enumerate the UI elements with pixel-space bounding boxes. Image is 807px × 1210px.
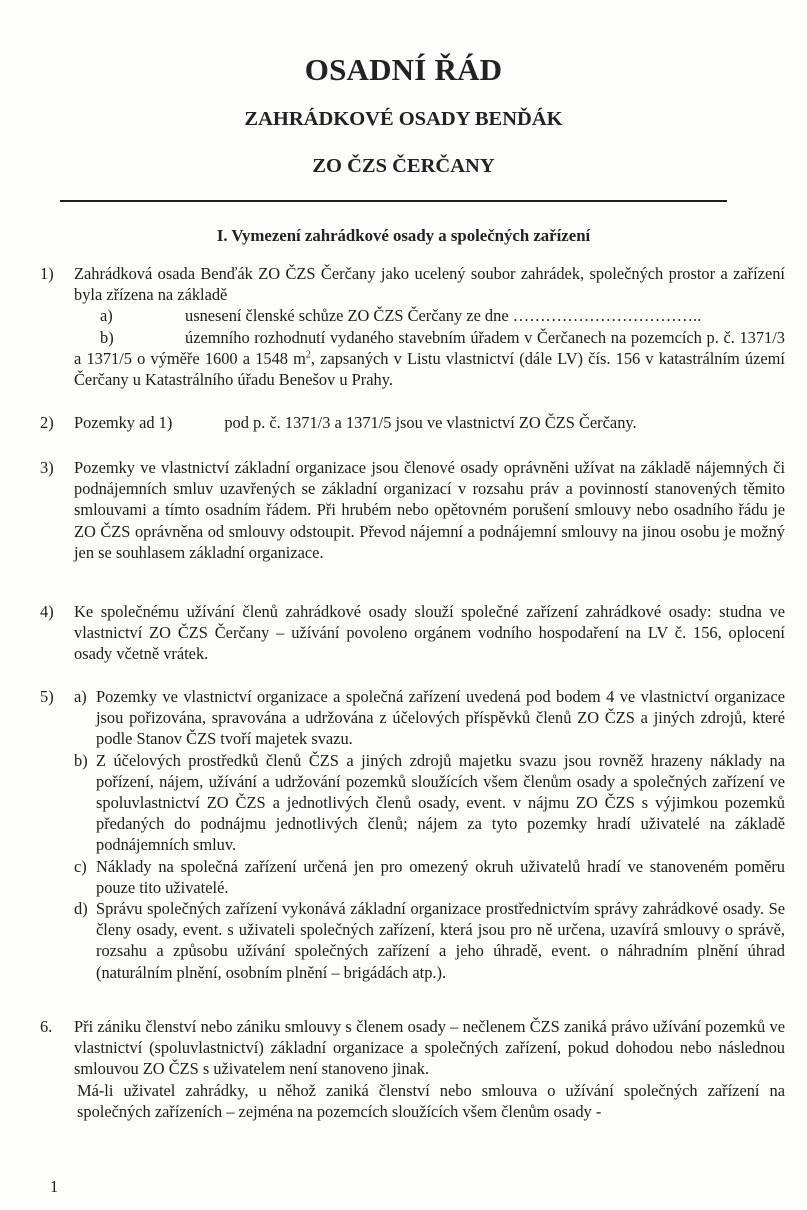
item-text: Ke společnému užívání členů zahrádkové osady slouží společné zařízení zahrádkové osady: studna ve vlastnictví ZO ČZS Čerčany – užívání povoleno orgánem vodního hospodaření na LV č. 156, oplocení osady včetně vrátek. <box>74 602 785 664</box>
superscript: 2 <box>305 349 311 361</box>
subitem-text: Správu společných zařízení vykonává základní organizace prostřednictvím správy zahrádkové osady. Se členy osady, event. s uživateli společných zařízení, která jsou pro ně určena, uzavírá smlouvy o správě, rozsahu a způsobu užívání společných zařízení a jeho úhradě, event. o náhradním plnění úhrad (naturálním plnění, osobním plnění – brigádách atp.). <box>96 899 785 982</box>
item-text: Pozemky ve vlastnictví základní organizace jsou členové osady oprávněni užívat na základě nájemných či podnájemních smluv uzavřených se základní organizací v rozsahu práv a povinností stanovených těmito smlouvami a tímto osadním řádem. Při hrubém nebo opětovném porušení smlouvy nebo osadního řádu je ZO ČZS oprávněna od smlouvy odstoupit. Převod nájemní a podnájemní smlouvy na jinou osobu je možný jen se souhlasem základní organizace. <box>74 458 785 562</box>
subitem-label: a) <box>100 306 113 326</box>
item-number: 2) <box>40 413 54 432</box>
document-title: OSADNÍ ŘÁD <box>304 52 503 87</box>
subitem-c <box>40 856 785 898</box>
subitem-text: Náklady na společná zařízení určená jen pro omezený okruh uživatelů hradí ve stanoveném poměru pouze tito uživatelé. <box>96 856 785 897</box>
item-6 <box>40 1016 785 1122</box>
subitem-text: Pozemky ve vlastnictví organizace a společná zařízení uvedená pod bodem 4 ve vlastnictví organizace jsou pořizována, spravována a udržována z účelových příspěvků členů ZO ČZS a jiných zdrojů, které podle Stanov ČZS tvoří majetek svazu. <box>96 687 785 749</box>
item-3 <box>40 457 785 563</box>
item-4 <box>40 601 785 665</box>
subitem-label: c) <box>74 856 87 876</box>
item-text: Při zániku členství nebo zániku smlouvy s členem osady – nečlenem ČZS zaniká právo užívání pozemků ve vlastnictví (spoluvlastnictví) základní organizace a společných zařízení, pokud dohodou nebo následnou smlouvou ZO ČZS s uživatelem není stanoveno jinak. <box>74 1017 785 1079</box>
organization-name: ZO ČZS ČERČANY <box>312 155 495 177</box>
item-2 <box>40 412 785 433</box>
subitem-text-cont: , zapsaných v Listu vlastnictví (dále LV) čís. 156 v katastrálním území Čerčany u Katastrálního úřadu Benešov u Prahy. <box>74 348 785 390</box>
item-number: 5) <box>40 687 54 706</box>
subitem-a <box>40 686 785 750</box>
subitem-text: usnesení členské schůze ZO ČZS Čerčany ze dne …………………………….. <box>185 306 702 326</box>
subitem-label: a) <box>74 687 87 706</box>
item-text: Zahrádková osada Benďák ZO ČZS Čerčany jako ucelený soubor zahrádek, společných prostor a zařízení byla zřízena na základě <box>74 264 785 305</box>
subitem-b <box>40 750 785 856</box>
item-1 <box>40 263 785 390</box>
subitem-text: územního rozhodnutí vydaného stavebním úřadem v Čerčanech na pozemcích p. č. 1371/3 a 1371/5 o výměře 1600 a 1548 m <box>74 327 785 368</box>
item-number: 4) <box>40 602 54 621</box>
subitem-text: Z účelových prostředků členů ČZS a jiných zdrojů majetku svazu jsou rovněž hrazeny náklady na pořízení, nájem, užívání a udržování pozemků sloužících všem členům osady a společných zařízení ve spoluvlastnictví ZO ČZS a jednotlivých členů osady, event. v nájmu ZO ČZS s výjimkou pozemků předaných do podnájmu jednotlivých členů; nájem za tyto pozemky hradí uživatelé na základě podnájemních smluv. <box>96 750 785 855</box>
subitem-label: b) <box>100 327 114 347</box>
item-number: 6. <box>40 1017 53 1036</box>
document-subtitle: ZAHRÁDKOVÉ OSADY BENĎÁK <box>244 108 563 130</box>
item-text: pod p. č. 1371/3 a 1371/5 jsou ve vlastnictví ZO ČZS Čerčany. <box>224 413 637 432</box>
item-text-paragraph-2: Má-li uživatel zahrádky, u něhož zaniká členství nebo smlouva o užívání společných zařízení na společných zařízeních – zejména na pozemcích sloužících všem členům osady - <box>77 1080 785 1121</box>
item-5 <box>40 686 785 983</box>
section-heading: I. Vymezení zahrádkové osady a společných zařízení <box>216 226 591 245</box>
subitem-a <box>40 305 785 326</box>
subitem-label: d) <box>74 899 88 919</box>
item-lead: Pozemky ad 1) <box>74 413 173 432</box>
subitem-d <box>40 898 785 983</box>
subitem-label: b) <box>74 750 88 770</box>
subitem-b <box>40 327 785 391</box>
page-number: 1 <box>50 1177 59 1196</box>
item-number: 1) <box>40 264 54 283</box>
horizontal-rule <box>60 200 727 202</box>
item-number: 3) <box>40 458 54 477</box>
